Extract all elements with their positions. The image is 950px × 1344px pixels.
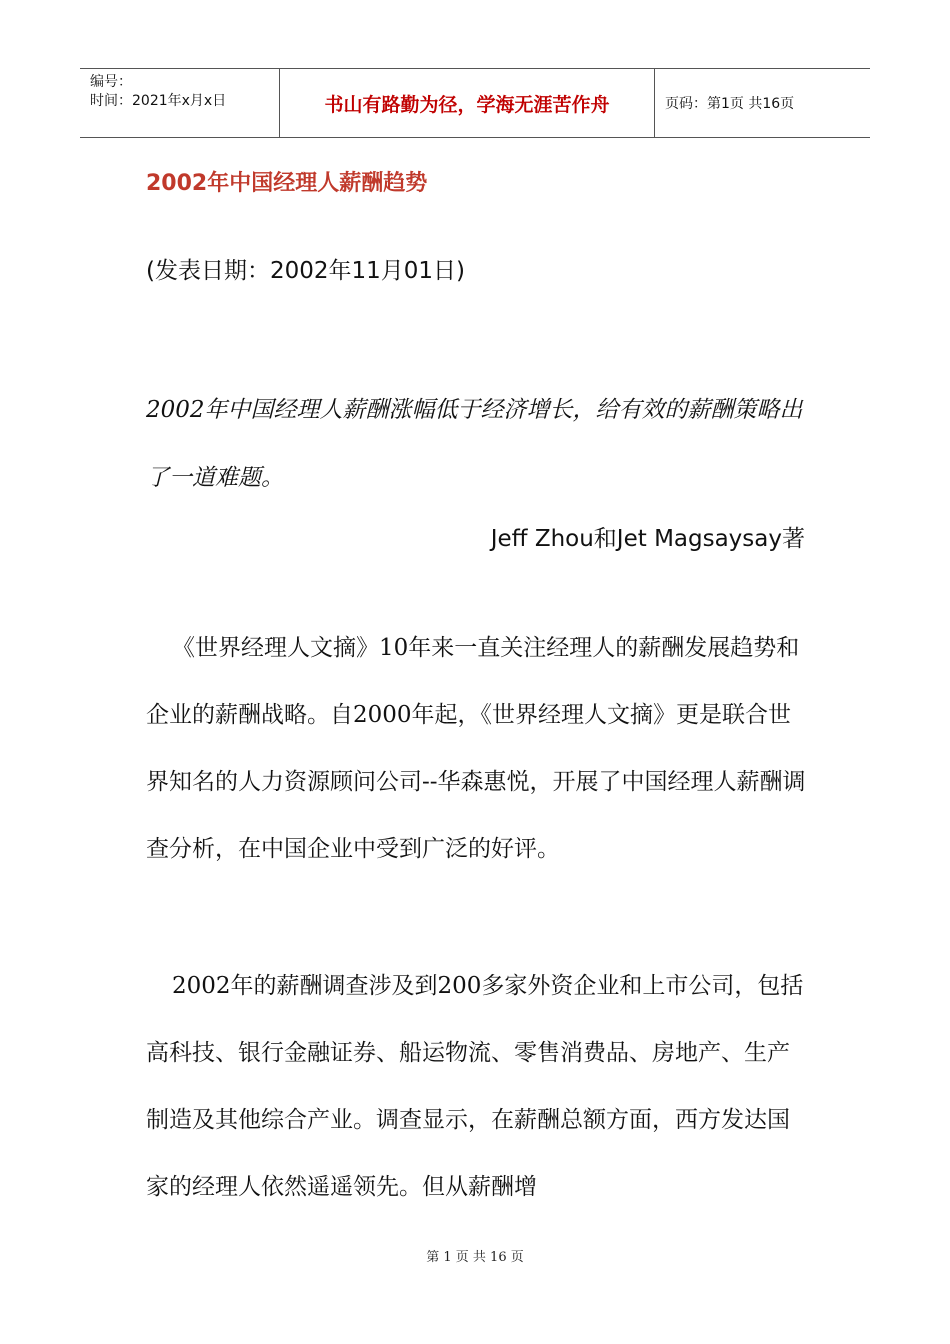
header-meta — [80, 69, 280, 137]
body-paragraph: 《世界经理人文摘》10年来一直关注经理人的薪酬发展趋势和企业的薪酬战略。自2000年起，《世界经理人文摘》更是联合世界知名的人力资源顾问公司--华森惠悦，开展了中国经理人薪酬调查分析，在中国企业中受到广泛的好评。 — [146, 635, 806, 862]
document-title: 2002年中国经理人薪酬趋势 — [146, 171, 428, 196]
header-page-info: 页码：第1页 共16页 — [665, 96, 795, 112]
publish-date: (发表日期：2002年11月01日) — [146, 258, 466, 284]
header-time-label: 时间：2021年x月x日 — [90, 93, 227, 109]
page-header — [80, 68, 870, 138]
body-paragraph: 2002年的薪酬调查涉及到200多家外资企业和上市公司，包括高科技、银行金融证券、船运物流、零售消费品、房地产、生产制造及其他综合产业。调查显示，在薪酬总额方面，西方发达国家的经理人依然遥遥领先。但从薪酬增 — [146, 973, 804, 1200]
page-footer: 第 1 页 共 16 页 — [426, 1250, 524, 1265]
author-byline: Jeff Zhou和Jet Magsaysay著 — [490, 526, 805, 552]
lead-paragraph: 2002年中国经理人薪酬涨幅低于经济增长，给有效的薪酬策略出了一道难题。 — [146, 397, 803, 491]
header-motto: 书山有路勤为径，学海无涯苦作舟 — [280, 69, 655, 137]
header-number-label: 编号： — [90, 74, 132, 90]
